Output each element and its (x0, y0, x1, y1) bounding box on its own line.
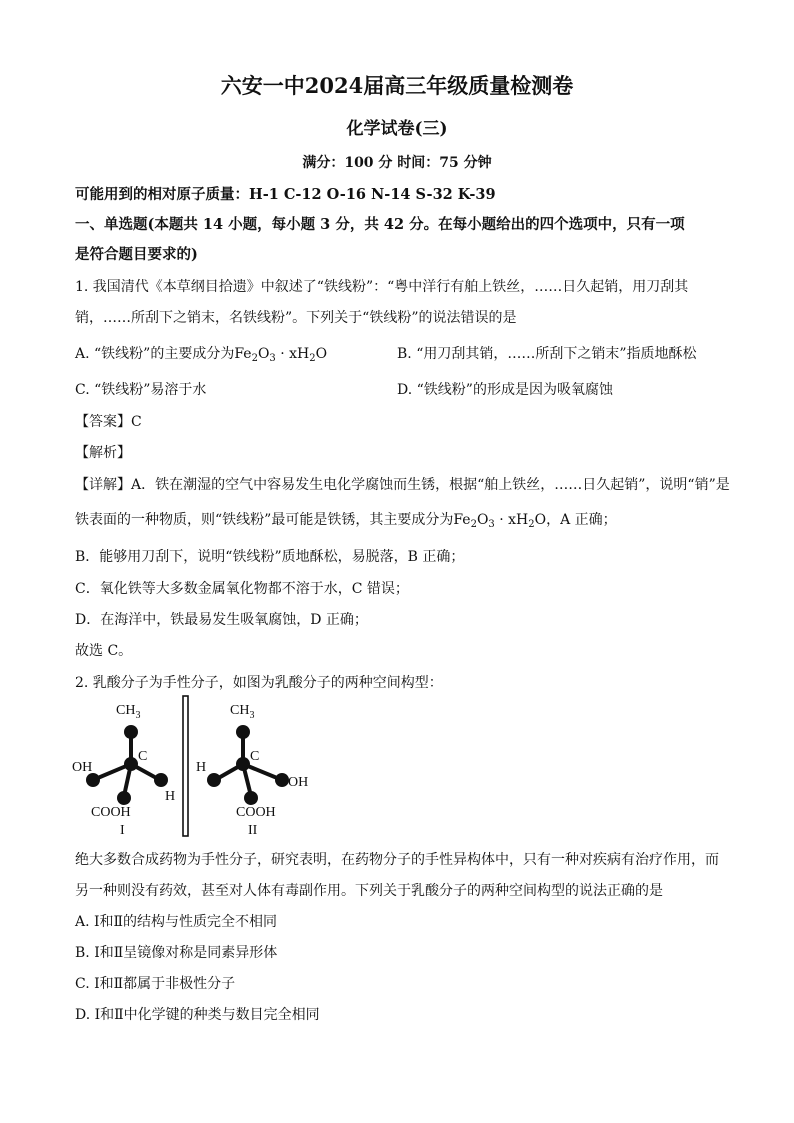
carbon-label: C (138, 749, 148, 764)
atom-ball (236, 757, 250, 771)
q1-analysis-label: 【解析】 (75, 445, 131, 461)
q1-detail-c: C．氧化铁等大多数金属氧化物都不溶于水，C 错误； (75, 581, 409, 597)
q1-stem-line1: 1. 我国清代《本草纲目拾遗》中叙述了“铁线粉”：“粤中洋行有舶上铁丝，……日久起销，用刀刮其 (75, 279, 689, 295)
molecule-1-label: I (120, 823, 125, 838)
q1-detail-d: D．在海洋中，铁最易发生吸氧腐蚀，D 正确； (75, 612, 368, 628)
exam-subtitle: 化学试卷(三) (346, 119, 448, 139)
formula-fe: Fe (234, 346, 252, 362)
q1-option-a-text: A. “铁线粉”的主要成分为 (75, 346, 235, 362)
q1-stem-line2: 销，……所刮下之销末，名铁线粉”。下列关于“铁线粉”的说法错误的是 (75, 310, 517, 326)
carbon-label: C (250, 749, 260, 764)
atom-ball (124, 757, 138, 771)
molecule-2 (196, 703, 308, 838)
q2-option-d: D. Ⅰ和Ⅱ中化学键的种类与数目完全相同 (75, 1007, 320, 1023)
q1-detail-line1: 【详解】A．铁在潮湿的空气中容易发生电化学腐蚀而生锈，根据“舶上铁丝，……日久起销”，说明“销”是 (75, 477, 730, 493)
formula-fe-sub-detail: 2 (470, 519, 477, 530)
q1-detail-line2-text: 铁表面的一种物质，则“铁线粉”最可能是铁锈，其主要成分为 (75, 512, 454, 528)
formula-fe2o3-xh2o-detail (453, 512, 546, 528)
formula-rest-detail: · xH (494, 512, 529, 528)
formula-fe-sub: 2 (251, 353, 258, 364)
formula-h-sub-detail: 2 (528, 519, 535, 530)
q1-option-c: C. “铁线粉”易溶于水 (75, 382, 207, 398)
q1-option-d: D. “铁线粉”的形成是因为吸氧腐蚀 (397, 382, 613, 398)
atom-ball (207, 773, 221, 787)
q2-text-line2: 另一种则没有药效，甚至对人体有毒副作用。下列关于乳酸分子的两种空间构型的说法正确的是 (75, 883, 663, 899)
mirror-plane (183, 696, 188, 836)
cooh-label: COOH (91, 805, 131, 820)
h-label: H (165, 789, 176, 804)
lactic-acid-diagram (60, 692, 360, 842)
atom-ball (154, 773, 168, 787)
formula-end-detail: O (534, 512, 547, 528)
formula-end: O (315, 346, 328, 362)
molecule-2-label: II (248, 823, 258, 838)
oh-label: OH (288, 775, 309, 790)
q1-detail-b: B．能够用刀刮下，说明“铁线粉”质地酥松，易脱落，B 正确； (75, 549, 465, 565)
q2-option-b: B. Ⅰ和Ⅱ呈镜像对称是同素异形体 (75, 945, 278, 961)
atom-ball (236, 725, 250, 739)
formula-h-sub: 2 (309, 353, 316, 364)
cooh-label: COOH (236, 805, 276, 820)
q1-option-a (75, 343, 327, 364)
q1-option-b: B. “用刀刮其销，……所刮下之销末”指质地酥松 (397, 346, 697, 362)
atomic-masses: 可能用到的相对原子质量：H-1 C-12 O-16 N-14 S-32 K-39 (75, 186, 496, 203)
q1-conclusion: 故选 C。 (75, 643, 133, 659)
atom-ball (244, 791, 258, 805)
score-time: 满分：100 分 时间：75 分钟 (302, 155, 492, 171)
ch3-label: $CH_3$ (116, 703, 141, 721)
section-heading-line2: 是符合题目要求的) (75, 246, 198, 263)
atom-ball (275, 773, 289, 787)
q2-stem: 2. 乳酸分子为手性分子，如图为乳酸分子的两种空间构型： (75, 675, 443, 691)
q1-detail-line2-suffix: ，A 正确； (546, 512, 617, 528)
atom-ball (117, 791, 131, 805)
formula-o-detail: O (476, 512, 489, 528)
formula-fe-detail: Fe (453, 512, 471, 528)
ch3-label: $CH_3$ (230, 703, 255, 721)
section-heading-line1: 一、单选题(本题共 14 小题，每小题 3 分，共 42 分。在每小题给出的四个选项中，只有一项 (75, 216, 685, 233)
q1-detail-line2 (75, 509, 617, 530)
atom-ball (86, 773, 100, 787)
formula-o: O (257, 346, 270, 362)
atom-ball (124, 725, 138, 739)
q2-option-a: A. Ⅰ和Ⅱ的结构与性质完全不相同 (75, 914, 278, 930)
exam-title: 六安一中2024届高三年级质量检测卷 (220, 73, 574, 98)
formula-rest: · xH (275, 346, 310, 362)
formula-o-sub: 3 (269, 353, 276, 364)
oh-label: OH (72, 760, 93, 775)
q1-answer: 【答案】C (75, 414, 142, 430)
h-label: H (196, 760, 207, 775)
q2-option-c: C. Ⅰ和Ⅱ都属于非极性分子 (75, 976, 236, 992)
molecule-1 (72, 703, 175, 838)
formula-o-sub-detail: 3 (488, 519, 495, 530)
formula-fe2o3-xh2o (234, 346, 327, 362)
q2-text-line1: 绝大多数合成药物为手性分子，研究表明，在药物分子的手性异构体中，只有一种对疾病有治疗作用，而 (75, 852, 719, 868)
